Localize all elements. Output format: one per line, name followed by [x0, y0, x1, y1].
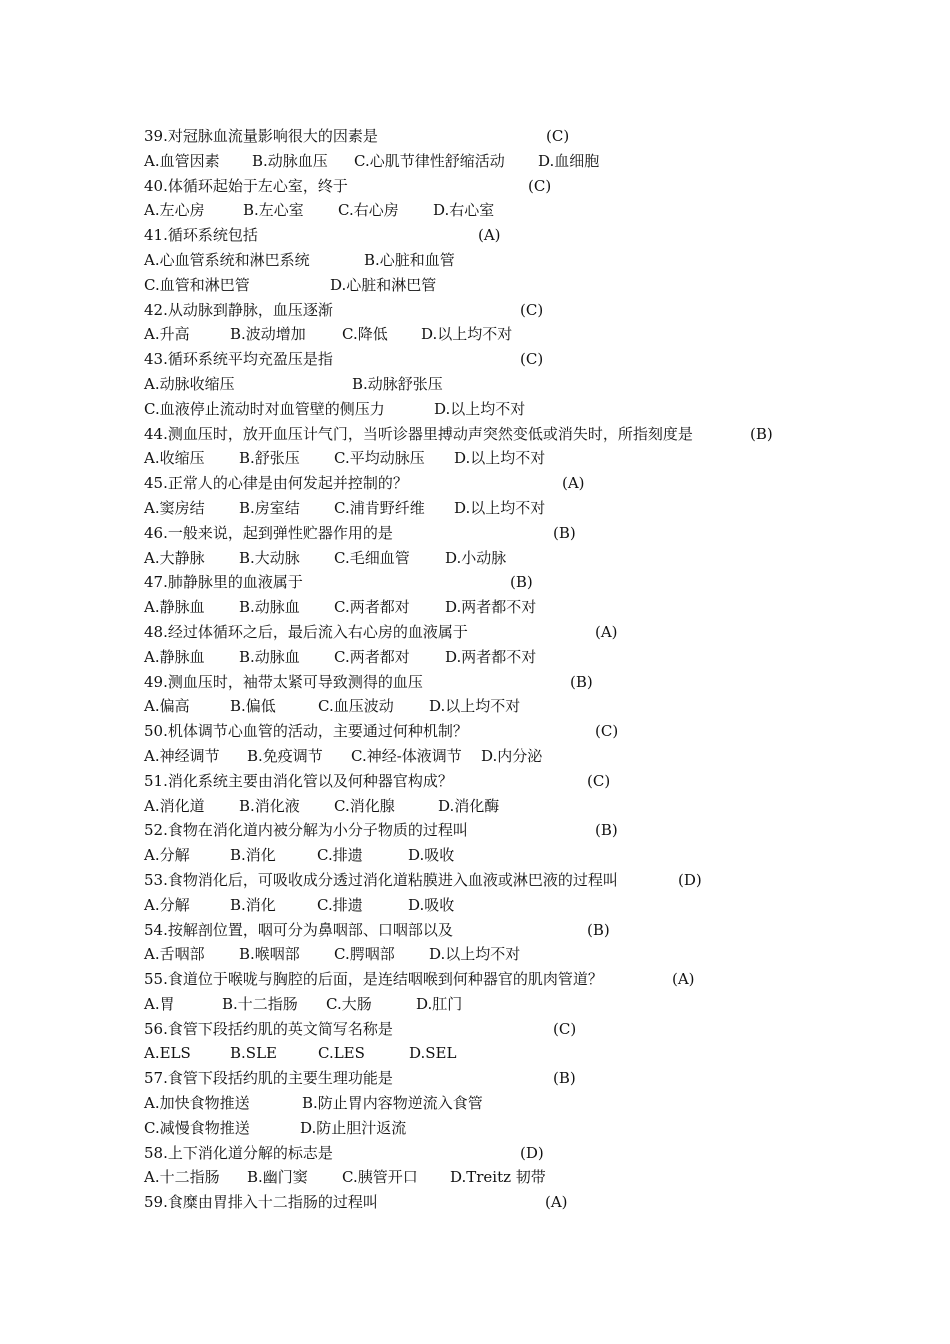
question-text: 48.经过体循环之后，最后流入右心房的血液属于 [144, 622, 468, 641]
question-text: 41.循环系统包括 [144, 226, 258, 245]
question-text: 54.按解剖位置，咽可分为鼻咽部、口咽部以及 [144, 920, 453, 939]
option-choice: A.舌咽部 [144, 945, 205, 964]
answer-key: (C) [546, 127, 570, 145]
option-choice: A.神经调节 [144, 746, 220, 765]
option-choice: D.小动脉 [445, 548, 507, 567]
options-line [144, 273, 844, 298]
option-choice: A.血管因素 [144, 151, 220, 170]
question-text: 51.消化系统主要由消化管以及何种器官构成？ [144, 771, 453, 790]
option-choice: B.防止胃内容物逆流入食管 [302, 1094, 483, 1113]
answer-key: (A) [595, 622, 618, 641]
question-line [144, 124, 844, 149]
options-line [144, 496, 844, 521]
option-choice: D.以上均不对 [454, 498, 546, 517]
option-choice: A.心血管系统和淋巴系统 [144, 250, 310, 269]
options-line [144, 645, 844, 670]
option-choice: D.吸收 [408, 846, 455, 865]
option-choice: C.排遗 [317, 895, 363, 914]
option-choice: A.静脉血 [144, 598, 205, 617]
option-choice: D.以上均不对 [429, 697, 521, 716]
question-line [144, 719, 844, 744]
question-text: 44.测血压时，放开血压计气门，当听诊器里搏动声突然变低或消失时，所指刻度是 [144, 424, 693, 443]
answer-key: (A) [562, 474, 585, 493]
question-line [144, 670, 844, 695]
option-choice: D.SEL [409, 1044, 457, 1063]
option-choice: B.十二指肠 [222, 994, 298, 1013]
answer-key: (B) [587, 920, 610, 939]
option-choice: D.心脏和淋巴管 [330, 275, 437, 294]
options-line [144, 992, 844, 1017]
options-line [144, 1041, 844, 1066]
option-choice: D.防止胆汁返流 [300, 1118, 407, 1137]
option-choice: B.心脏和血管 [364, 250, 455, 269]
question-text: 47.肺静脉里的血液属于 [144, 573, 303, 592]
options-line [144, 446, 844, 471]
option-choice: D.血细胞 [538, 151, 600, 170]
question-line [144, 347, 844, 372]
options-line [144, 1091, 844, 1116]
question-text: 40.体循环起始于左心室，终于 [144, 176, 348, 195]
option-choice: B.动脉血 [239, 647, 300, 666]
document-body [144, 124, 844, 1215]
question-line [144, 1190, 844, 1215]
answer-key: (C) [528, 176, 552, 195]
option-choice: B.舒张压 [239, 449, 300, 468]
option-choice: B.SLE [230, 1044, 277, 1063]
option-choice: D.吸收 [408, 895, 455, 914]
option-choice: C.血管和淋巴管 [144, 275, 250, 294]
option-choice: B.动脉血 [239, 598, 300, 617]
answer-key: (D) [678, 870, 702, 889]
answer-key: (C) [520, 350, 544, 369]
question-line [144, 918, 844, 943]
options-line [144, 942, 844, 967]
option-choice: A.动脉收缩压 [144, 374, 235, 393]
question-line [144, 1066, 844, 1091]
option-choice: C.右心房 [338, 201, 399, 220]
option-choice: C.心肌节律性舒缩活动 [354, 151, 505, 170]
question-line [144, 471, 844, 496]
question-line [144, 223, 844, 248]
options-line [144, 794, 844, 819]
option-choice: D.右心室 [433, 201, 495, 220]
answer-key: (B) [553, 523, 576, 542]
options-line [144, 694, 844, 719]
option-choice: C.胰管开口 [342, 1168, 418, 1187]
option-choice: A.分解 [144, 895, 190, 914]
answer-key: (A) [672, 970, 695, 989]
question-text: 59.食糜由胃排入十二指肠的过程叫 [144, 1193, 378, 1212]
question-text: 55.食道位于喉咙与胸腔的后面，是连结咽喉到何种器官的肌肉管道？ [144, 970, 603, 989]
option-choice: A.十二指肠 [144, 1168, 220, 1187]
option-choice: D.以上均不对 [429, 945, 521, 964]
option-choice: B.动脉舒张压 [352, 374, 443, 393]
option-choice: A.ELS [144, 1044, 191, 1063]
option-choice: A.加快食物推送 [144, 1094, 250, 1113]
answer-key: (B) [570, 672, 593, 691]
option-choice: B.消化 [230, 895, 276, 914]
option-choice: A.左心房 [144, 201, 205, 220]
question-text: 43.循环系统平均充盈压是指 [144, 350, 333, 369]
option-choice: C.两者都对 [334, 598, 410, 617]
options-line [144, 1165, 844, 1190]
option-choice: D.消化酶 [438, 796, 500, 815]
question-text: 52.食物在消化道内被分解为小分子物质的过程叫 [144, 821, 468, 840]
options-line [144, 843, 844, 868]
option-choice: C.消化腺 [334, 796, 395, 815]
option-choice: D.Treitz 韧带 [450, 1168, 546, 1187]
option-choice: D.两者都不对 [445, 598, 537, 617]
answer-key: (A) [545, 1193, 568, 1212]
options-line [144, 397, 844, 422]
question-text: 49.测血压时，袖带太紧可导致测得的血压 [144, 672, 423, 691]
answer-key: (C) [595, 722, 619, 741]
option-choice: A.窦房结 [144, 498, 205, 517]
question-line [144, 967, 844, 992]
option-choice: C.减慢食物推送 [144, 1118, 250, 1137]
question-line [144, 818, 844, 843]
option-choice: A.消化道 [144, 796, 205, 815]
option-choice: C.腭咽部 [334, 945, 395, 964]
option-choice: C.神经-体液调节 [351, 746, 462, 765]
option-choice: B.偏低 [230, 697, 276, 716]
option-choice: B.大动脉 [239, 548, 300, 567]
option-choice: C.浦肯野纤维 [334, 498, 425, 517]
option-choice: A.升高 [144, 325, 190, 344]
answer-key: (B) [553, 1069, 576, 1088]
question-text: 50.机体调节心血管的活动，主要通过何种机制？ [144, 722, 468, 741]
option-choice: B.消化液 [239, 796, 300, 815]
question-line [144, 868, 844, 893]
option-choice: B.波动增加 [230, 325, 306, 344]
question-text: 45.正常人的心律是由何发起并控制的？ [144, 474, 408, 493]
answer-key: (D) [520, 1143, 544, 1162]
question-text: 42.从动脉到静脉，血压逐渐 [144, 300, 333, 319]
answer-key: (B) [595, 821, 618, 840]
answer-key: (C) [587, 771, 611, 790]
option-choice: A.收缩压 [144, 449, 205, 468]
option-choice: B.动脉血压 [252, 151, 328, 170]
option-choice: D.以上均不对 [454, 449, 546, 468]
option-choice: D.肛门 [416, 994, 463, 1013]
question-text: 46.一般来说，起到弹性贮器作用的是 [144, 523, 393, 542]
question-line [144, 769, 844, 794]
option-choice: A.分解 [144, 846, 190, 865]
question-line [144, 1017, 844, 1042]
option-choice: A.静脉血 [144, 647, 205, 666]
question-line [144, 620, 844, 645]
options-line [144, 198, 844, 223]
option-choice: A.胃 [144, 994, 175, 1013]
options-line [144, 744, 844, 769]
option-choice: C.排遗 [317, 846, 363, 865]
question-text: 56.食管下段括约肌的英文简写名称是 [144, 1019, 393, 1038]
option-choice: A.偏高 [144, 697, 190, 716]
question-line [144, 422, 844, 447]
option-choice: C.毛细血管 [334, 548, 410, 567]
option-choice: B.消化 [230, 846, 276, 865]
options-line [144, 149, 844, 174]
question-line [144, 174, 844, 199]
options-line [144, 322, 844, 347]
option-choice: B.免疫调节 [247, 746, 323, 765]
answer-key: (B) [510, 573, 533, 592]
question-text: 57.食管下段括约肌的主要生理功能是 [144, 1069, 393, 1088]
answer-key: (B) [750, 424, 773, 443]
option-choice: C.大肠 [326, 994, 372, 1013]
option-choice: C.降低 [342, 325, 388, 344]
answer-key: (C) [520, 300, 544, 319]
options-line [144, 1116, 844, 1141]
option-choice: D.内分泌 [481, 746, 543, 765]
question-text: 58.上下消化道分解的标志是 [144, 1143, 333, 1162]
options-line [144, 372, 844, 397]
option-choice: D.以上均不对 [434, 399, 526, 418]
option-choice: C.两者都对 [334, 647, 410, 666]
answer-key: (A) [478, 226, 501, 245]
answer-key: (C) [553, 1019, 577, 1038]
options-line [144, 546, 844, 571]
option-choice: B.幽门窦 [247, 1168, 308, 1187]
option-choice: D.以上均不对 [421, 325, 513, 344]
options-line [144, 893, 844, 918]
option-choice: A.大静脉 [144, 548, 205, 567]
options-line [144, 595, 844, 620]
question-line [144, 298, 844, 323]
option-choice: B.左心室 [243, 201, 304, 220]
option-choice: C.平均动脉压 [334, 449, 425, 468]
question-line [144, 570, 844, 595]
option-choice: C.血压波动 [318, 697, 394, 716]
question-text: 39.对冠脉血流量影响很大的因素是 [144, 127, 378, 145]
question-text: 53.食物消化后，可吸收成分透过消化道粘膜进入血液或淋巴液的过程叫 [144, 870, 618, 889]
option-choice: C.LES [318, 1044, 365, 1063]
question-line [144, 1141, 844, 1166]
option-choice: B.喉咽部 [239, 945, 300, 964]
option-choice: B.房室结 [239, 498, 300, 517]
option-choice: D.两者都不对 [445, 647, 537, 666]
option-choice: C.血液停止流动时对血管壁的侧压力 [144, 399, 385, 418]
question-line [144, 521, 844, 546]
options-line [144, 248, 844, 273]
